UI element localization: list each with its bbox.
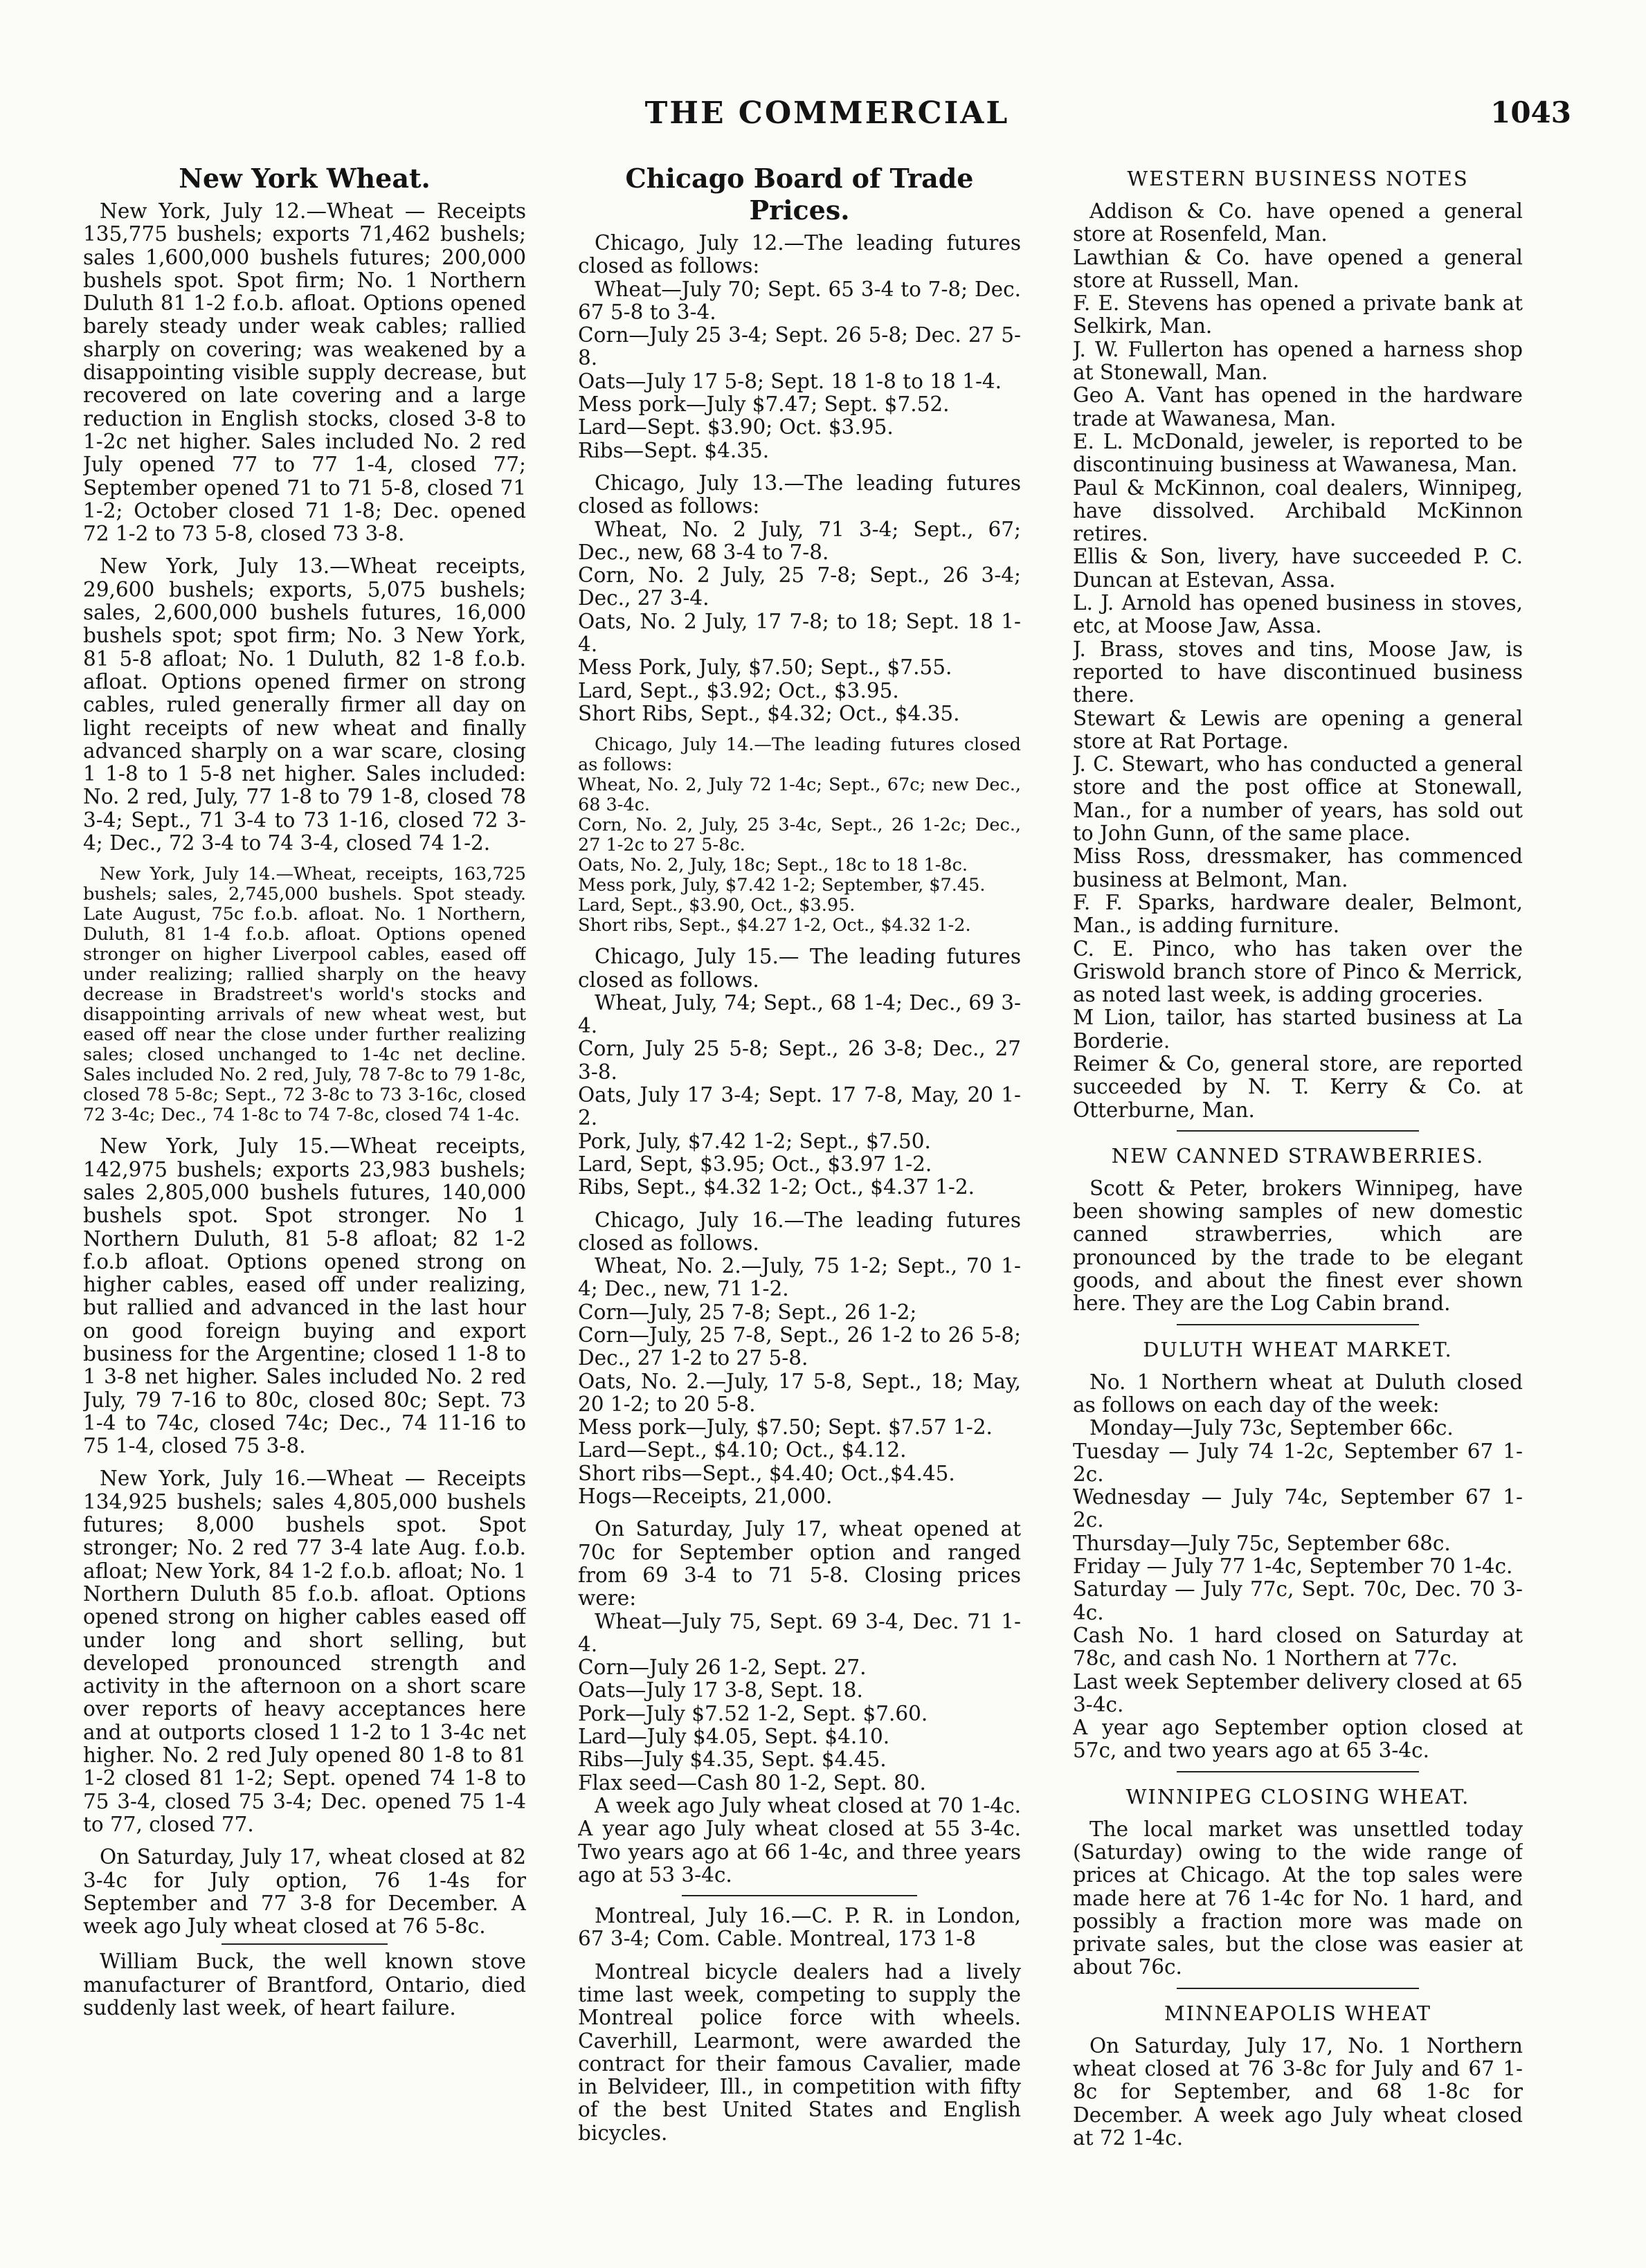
paragraph: New York, July 16.—Wheat — Receipts 134,925 bushels; sales 4,805,000 bushels futures; 8,000 bushels spot. Spot stronger; No. 2 red 77 3-4 late Aug. f.o.b. afloat; New York, 84 1-2 f.o.b. afloat; No. 1 Northern Duluth 85 f.o.b. afloat. Options opened strong on higher cables eased off under long and short selling, but developed pronounced strength and activity in the afternoon on a short scare over reports of heavy acceptances here and at outports closed 1 1-2 to 1 3-4c net higher. No. 2 red July opened 80 1-8 to 81 1-2 closed 81 1-2; Sept. opened 74 1-8 to 75 3-4, closed 75 3-4; Dec. opened 75 1-4 to 77, closed 77. [83,1467,526,1836]
divider [1177,1988,1419,1989]
divider [1177,1771,1419,1772]
paragraph: On Saturday, July 17, wheat opened at 70c for September option and ranged from 69 3-4 to 71 5-8. Closing prices were: [578,1517,1021,1611]
page-number: 1043 [1490,96,1571,129]
divider [1177,1130,1419,1132]
article-title-canned-strawberries: NEW CANNED STRAWBERRIES. [1111,1143,1485,1168]
article-title-winnipeg-closing-wheat: WINNIPEG CLOSING WHEAT. [1125,1784,1470,1808]
column-new-york-wheat [83,163,526,2232]
paragraph: Montreal bicycle dealers had a lively time last week, competing to supply the Montreal police force with wheels. Caverhill, Learmont, were awarded the contract for their famous Cavalier, made in Belvideer, Ill., in competition with fifty of the best United States and English bicycles. [578,1959,1021,2145]
paragraph: Chicago, July 12.—The leading futures closed as follows: [578,231,1021,278]
paragraph: Scott & Peter, brokers Winnipeg, have been showing samples of new domestic canned strawberries, which are pronounced by the trade to be elegant goods, and about the finest ever shown here. They are the Log Cabin brand. [1073,1176,1523,1316]
price-list: Wheat—July 70; Sept. 65 3-4 to 7-8; Dec. 67 5-8 to 3-4. Corn—July 25 3-4; Sept. 26 5-8; Dec. 27 5-8. Oats—July 17 5-8; Sept. 18 1-8 to 18 1-4. Mess pork—July $7.47; Sept. $7.52. Lard—Sept. $3.90; Oct. $3.95. Ribs—Sept. $4.35. [578,277,1021,462]
paragraph: Chicago, July 14.—The leading futures closed as follows: Wheat, No. 2, July 72 1-4c; Sept., 67c; new Dec., 68 3-4c. Corn, No. 2, July, 25 3-4c, Sept., 26 1-2c; Dec., 27 1-2c to 27 5-8c. Oats, No. 2, July, 18c; Sept., 18c to 18 1-8c. Mess pork, July, $7.42 1-2; September, $7.45. Lard, Sept., $3.90, Oct., $3.95. Short ribs, Sept., $4.27 1-2, Oct., $4.32 1-2. [578,734,1021,936]
divider [1177,1324,1419,1325]
page-title: THE COMMERCIAL [644,96,1010,131]
paragraph: On Saturday, July 17, wheat closed at 82 3-4c for July option, 76 1-4s for September and 77 3-8 for December. A week ago July wheat closed at 76 5-8c. [83,1845,526,1939]
column-chicago-board-of-trade [578,163,1021,2232]
paragraph: A week ago July wheat closed at 70 1-4c. A year ago July wheat closed at 55 3-4c. Two years ago at 66 1-4c, and three years ago at 53 3-4c. [578,1793,1021,1887]
paragraph: New York, July 13.—Wheat receipts, 29,600 bushels; exports, 5,075 bushels; sales, 2,600,000 bushels futures, 16,000 bushels spot; spot firm; No. 3 New York, 81 5-8 afloat; No. 1 Duluth, 82 1-8 f.o.b. afloat. Options opened firmer on strong cables, ruled generally firmer all day on light receipts of new wheat and finally advanced sharply on a war scare, closing 1 1-8 to 1 5-8 net higher. Sales included: No. 2 red, July, 77 1-8 to 79 1-8, closed 78 3-4; Sept., 71 3-4 to 73 1-16, closed 72 3-4; Dec., 72 3-4 to 74 3-4, closed 74 1-2. [83,554,526,855]
price-list: Wheat, No. 2 July, 71 3-4; Sept., 67; Dec., new, 68 3-4 to 7-8. Corn, No. 2 July, 25 7-8; Sept., 26 3-4; Dec., 27 3-4. Oats, No. 2 July, 17 7-8; to 18; Sept. 18 1-4. Mess Pork, July, $7.50; Sept., $7.55. Lard, Sept., $3.92; Oct., $3.95. Short Ribs, Sept., $4.32; Oct., $4.35. [578,517,1021,725]
paragraph: Chicago, July 16.—The leading futures closed as follows. [578,1208,1021,1255]
paragraph: Chicago, July 15.— The leading futures closed as follows. [578,945,1021,992]
article-title-minneapolis-wheat: MINNEAPOLIS WHEAT [1164,2001,1432,2025]
price-list: Monday—July 73c, September 66c. Tuesday — July 74 1-2c, September 67 1-2c. Wednesday — July 74c, September 67 1-2c. Thursday—July 75c, September 68c. Friday — July 77 1-4c, September 70 1-4c. Saturday — July 77c, Sept. 70c, Dec. 70 3-4c. Cash No. 1 hard closed on Saturday at 78c, and cash No. 1 Northern at 77c. Last week September delivery closed at 65 3-4c. A year ago September option closed at 57c, and two years ago at 65 3-4c. [1073,1416,1523,1763]
article-title-duluth-wheat: DULUTH WHEAT MARKET. [1143,1337,1453,1361]
paragraph: New York, July 12.—Wheat — Receipts 135,775 bushels; exports 71,462 bushels; sales 1,600,000 bushels futures; 200,000 bushels spot. Spot firm; No. 1 Northern Duluth 81 1-2 f.o.b. afloat. Options opened barely steady under weak cables; rallied sharply on covering; was weakened by a disappointing visible supply decrease, but recovered on late covering and a large reduction in English stocks, closed 3-8 to 1-2c net higher. Sales included No. 2 red July opened 77 to 77 1-4, closed 77; September opened 71 to 71 5-8, closed 71 1-2; October closed 71 1-8; Dec. opened 72 1-2 to 73 5-8, closed 73 3-8. [83,199,526,546]
paragraph: The local market was unsettled today (Saturday) owing to the wide range of prices at Chicago. At the top sales were made here at 76 1-4c for No. 1 hard, and possibly a fraction more was made on private sales, but the close was easier at about 76c. [1073,1817,1523,1979]
column-western-business-notes [1073,163,1523,2232]
paragraph: No. 1 Northern wheat at Duluth closed as follows on each day of the week: [1073,1370,1523,1417]
paragraph: New York, July 14.—Wheat, receipts, 163,725 bushels; sales, 2,745,000 bushels. Spot steady. Late August, 75c f.o.b. afloat. No. 1 Northern, Duluth, 81 1-4 f.o.b. afloat. Options opened stronger on higher Liverpool cables, eased off under realizing; rallied sharply on the heavy decrease in Bradstreet's world's stocks and disappointing arrivals of new wheat west, but eased off near the close under further realizing sales; closed unchanged to 1-4c net decline. Sales included No. 2 red, July, 78 7-8c to 79 1-8c, closed 78 5-8c; Sept., 72 3-8c to 73 3-16c, closed 72 3-4c; Dec., 74 1-8c to 74 7-8c, closed 74 1-4c. [83,864,526,1126]
price-list: Wheat, No. 2.—July, 75 1-2; Sept., 70 1-4; Dec., new, 71 1-2. Corn—July, 25 7-8; Sept., 26 1-2; Corn—July, 25 7-8, Sept., 26 1-2 to 26 5-8; Dec., 27 1-2 to 27 5-8. Oats, No. 2.—July, 17 5-8, Sept., 18; May, 20 1-2; to 20 5-8. Mess pork—July, $7.50; Sept. $7.57 1-2. Lard—Sept., $4.10; Oct., $4.12. Short ribs—Sept., $4.40; Oct.,$4.45. Hogs—Receipts, 21,000. [578,1254,1021,1509]
page-header [83,96,1571,137]
divider [682,1895,917,1896]
article-title-western-business-notes: WESTERN BUSINESS NOTES [1127,167,1469,190]
paragraph: Montreal, July 16.—C. P. R. in London, 67 3-4; Com. Cable. Montreal, 173 1-8 [578,1904,1021,1951]
paragraph: New York, July 15.—Wheat receipts, 142,975 bushels; exports 23,983 bushels; sales 2,805,000 bushels futures, 140,000 bushels spot. Spot stronger. No 1 Northern Duluth, 81 5-8 afloat; 82 1-2 f.o.b afloat. Options opened strong on higher cables, eased off under realizing, but rallied and advanced in the last hour on good foreign buying and export business for the Argentine; closed 1 1-8 to 1 3-8 net higher. Sales included No. 2 red July, 79 7-16 to 80c, closed 80c; Sept. 73 1-4 to 74c, closed 74c; Dec., 74 11-16 to 75 1-4, closed 75 3-8. [83,1134,526,1458]
divider [221,1943,388,1945]
paragraph: William Buck, the well known stove manufacturer of Brantford, Ontario, died suddenly last week, of heart failure. [83,1950,526,2020]
article-title-new-york-wheat: New York Wheat. [179,163,431,194]
paragraph: On Saturday, July 17, No. 1 Northern wheat closed at 76 3-8c for July and 67 1-8c for September, and 68 1-8c for December. A week ago July wheat closed at 72 1-4c. [1073,2033,1523,2150]
price-list: Wheat, July, 74; Sept., 68 1-4; Dec., 69 3-4. Corn, July 25 5-8; Sept., 26 3-8; Dec., 27 3-8. Oats, July 17 3-4; Sept. 17 7-8, May, 20 1-2. Pork, July, $7.42 1-2; Sept., $7.50. Lard, Sept, $3.95; Oct., $3.97 1-2. Ribs, Sept., $4.32 1-2; Oct., $4.37 1-2. [578,990,1021,1199]
paragraph: Chicago, July 13.—The leading futures closed as follows: [578,471,1021,518]
paragraph: Addison & Co. have opened a general store at Rosenfeld, Man. Lawthian & Co. have opened a general store at Russell, Man. F. E. Stevens has opened a private bank at Selkirk, Man. J. W. Fullerton has opened a harness shop at Stonewall, Man. Geo A. Vant has opened in the hardware trade at Wawanesa, Man. E. L. McDonald, jeweler, is reported to be discontinuing business at Wawanesa, Man. Paul & McKinnon, coal dealers, Winnipeg, have dissolved. Archibald McKinnon retires. Ellis & Son, livery, have succeeded P. C. Duncan at Estevan, Assa. L. J. Arnold has opened business in stoves, etc, at Moose Jaw, Assa. J. Brass, stoves and tins, Moose Jaw, is reported to have discontinued business there. Stewart & Lewis are opening a general store at Rat Portage. J. C. Stewart, who has conducted a general store and the post office at Stonewall, Man., for a number of years, has sold out to John Gunn, of the same place. Miss Ross, dressmaker, has commenced business at Belmont, Man. F. F. Sparks, hardware dealer, Belmont, Man., is adding furniture. C. E. Pinco, who has taken over the Griswold branch store of Pinco & Merrick, as noted last week, is adding groceries. M Lion, tailor, has started business at La Borderie. Reimer & Co, general store, are reported succeeded by N. T. Kerry & Co. at Otterburne, Man. [1073,199,1523,1122]
price-list: Wheat—July 75, Sept. 69 3-4, Dec. 71 1-4. Corn—July 26 1-2, Sept. 27. Oats—July 17 3-8, Sept. 18. Pork—July $7.52 1-2, Sept. $7.60. Lard—July $4.05, Sept. $4.10. Ribs—July $4.35, Sept. $4.45. Flax seed—Cash 80 1-2, Sept. 80. [578,1609,1021,1795]
article-title-chicago-board-of-trade: Chicago Board of Trade Prices. [625,163,974,226]
